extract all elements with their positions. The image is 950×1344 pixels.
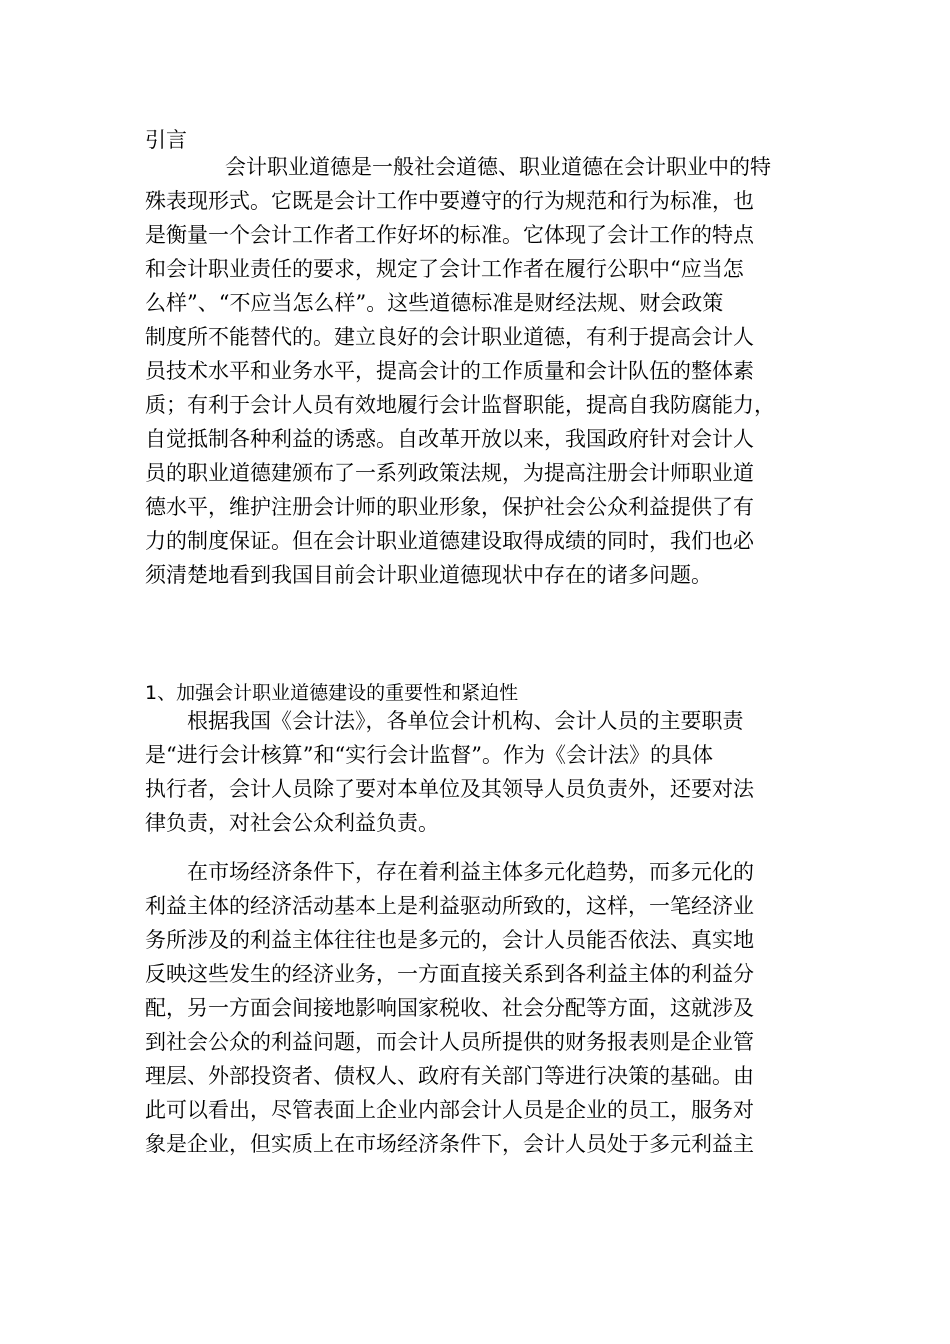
section-heading: 1、加强会计职业道德建设的重要性和紧迫性 <box>145 682 519 704</box>
paragraph-line: 根据我国《会计法》，各单位会计机构、会计人员的主要职责 <box>187 709 744 733</box>
intro-line: 自觉抵制各种利益的诱惑。自改革开放以来，我国政府针对会计人 <box>145 427 754 451</box>
intro-line: 是衡量一个会计工作者工作好坏的标准。它体现了会计工作的特点 <box>145 223 754 247</box>
intro-line: 殊表现形式。它既是会计工作中要遵守的行为规范和行为标准，也 <box>145 189 754 213</box>
intro-line: 制度所不能替代的。建立良好的会计职业道德，有利于提高会计人 <box>145 325 754 349</box>
paragraph-line: 此可以看出，尽管表面上企业内部会计人员是企业的员工，服务对 <box>145 1098 754 1122</box>
intro-line: 员的职业道德建颁布了一系列政策法规，为提高注册会计师职业道 <box>145 461 754 485</box>
intro-line: 质；有利于会计人员有效地履行会计监督职能，提高自我防腐能力， <box>145 393 775 417</box>
intro-line: 和会计职业责任的要求，规定了会计工作者在履行公职中“应当怎 <box>145 257 744 281</box>
intro-line: 力的制度保证。但在会计职业道德建设取得成绩的同时，我们也必 <box>145 529 754 553</box>
paragraph-line: 配，另一方面会间接地影响国家税收、社会分配等方面，这就涉及 <box>145 996 754 1020</box>
intro-line: 么样”、“不应当怎么样”。这些道德标准是财经法规、财会政策 <box>145 291 724 315</box>
paragraph-line: 利益主体的经济活动基本上是利益驱动所致的，这样，一笔经济业 <box>145 894 754 918</box>
intro-line: 须清楚地看到我国目前会计职业道德现状中存在的诸多问题。 <box>145 563 712 587</box>
paragraph-line: 象是企业，但实质上在市场经济条件下，会计人员处于多元利益主 <box>145 1132 754 1156</box>
paragraph-line: 反映这些发生的经济业务，一方面直接关系到各利益主体的利益分 <box>145 962 754 986</box>
intro-line: 德水平，维护注册会计师的职业形象，保护社会公众利益提供了有 <box>145 495 754 519</box>
intro-line: 会计职业道德是一般社会道德、职业道德在会计职业中的特 <box>225 155 771 179</box>
paragraph-line: 到社会公众的利益问题，而会计人员所提供的财务报表则是企业管 <box>145 1030 754 1054</box>
page-title: 引言 <box>145 128 187 152</box>
paragraph-line: 是“进行会计核算”和“实行会计监督”。作为《会计法》的具体 <box>145 743 713 767</box>
intro-line: 员技术水平和业务水平，提高会计的工作质量和会计队伍的整体素 <box>145 359 754 383</box>
paragraph-line: 律负责，对社会公众利益负责。 <box>145 811 439 835</box>
paragraph-line: 务所涉及的利益主体往往也是多元的，会计人员能否依法、真实地 <box>145 928 754 952</box>
paragraph-line: 理层、外部投资者、债权人、政府有关部门等进行决策的基础。由 <box>145 1064 754 1088</box>
paragraph-line: 在市场经济条件下，存在着利益主体多元化趋势，而多元化的 <box>187 860 754 884</box>
paragraph-line: 执行者，会计人员除了要对本单位及其领导人员负责外，还要对法 <box>145 777 754 801</box>
